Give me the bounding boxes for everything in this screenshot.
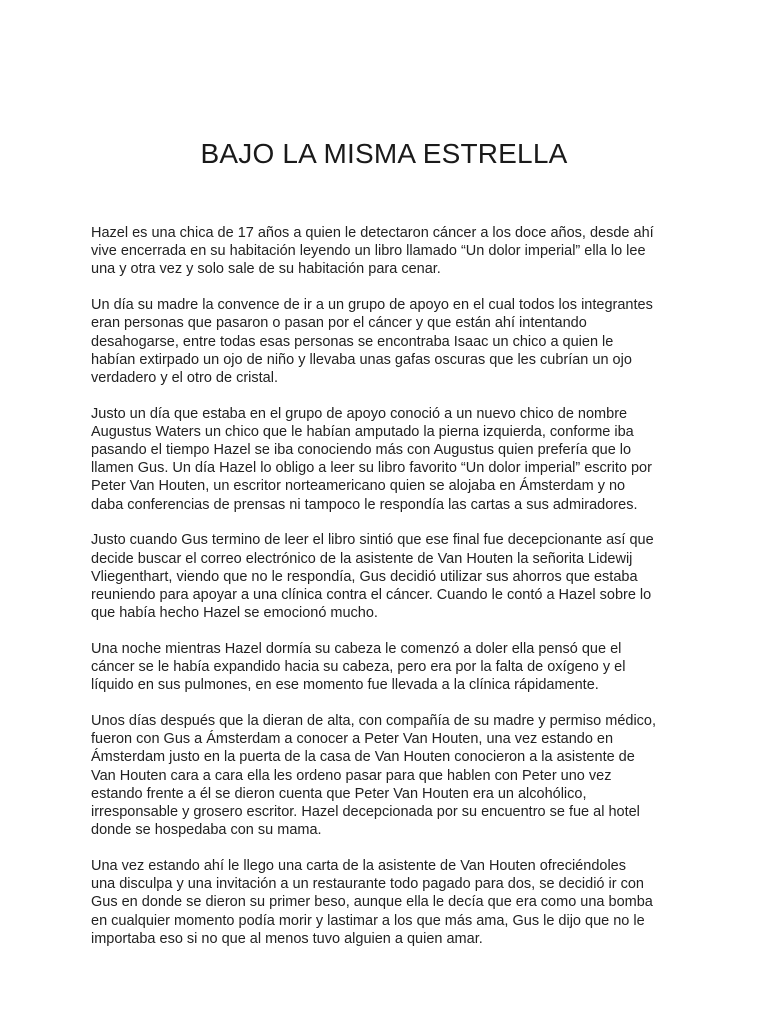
- paragraph: Justo un día que estaba en el grupo de apoyo conoció a un nuevo chico de nombre Augustus Waters un chico que le habían amputado la pierna izquierda, conforme iba pasando el tiempo Hazel se iba conociendo más con Augustus quien prefería que lo llamen Gus. Un día Hazel lo obligo a leer su libro favorito “Un dolor imperial” escrito por Peter Van Houten, un escritor norteamericano quien se alojaba en Ámsterdam y no daba conferencias de prensas ni tampoco le respondía las cartas a sus admiradores.: [91, 405, 652, 513]
- paragraph: Una noche mientras Hazel dormía su cabeza le comenzó a doler ella pensó que el cáncer se le había expandido hacia su cabeza, pero era por la falta de oxígeno y el líquido en sus pulmones, en ese momento fue llevada a la clínica rápidamente.: [91, 640, 626, 694]
- document-body: [91, 224, 691, 965]
- paragraph: Justo cuando Gus termino de leer el libro sintió que ese final fue decepcionante así que decide buscar el correo electrónico de la asistente de Van Houten la señorita Lidewij Vliegenthart, viendo que no le respondía, Gus decidió utilizar sus ahorros que estaba reuniendo para apoyar a una clínica contra el cáncer. Cuando le contó a Hazel sobre lo que había hecho Hazel se emocionó mucho.: [91, 532, 654, 622]
- paragraph: Un día su madre la convence de ir a un grupo de apoyo en el cual todos los integrantes eran personas que pasaron o pasan por el cáncer y que están ahí intentando desahogarse, entre todas esas personas se encontraba Isaac un chico a quien le habían extirpado un ojo de niño y llevaba unas gafas oscuras que les cubrían un ojo verdadero y el otro de cristal.: [91, 297, 653, 386]
- paragraph: Hazel es una chica de 17 años a quien le detectaron cáncer a los doce años, desde ahí vive encerrada en su habitación leyendo un libro llamado “Un dolor imperial” ella lo lee una y otra vez y solo sale de su habitación para cenar.: [91, 225, 654, 278]
- document-title: BAJO LA MISMA ESTRELLA: [200, 138, 568, 169]
- paragraph: Unos días después que la dieran de alta, con compañía de su madre y permiso médico, fueron con Gus a Ámsterdam a conocer a Peter Van Houten, una vez estando en Ámsterdam justo en la puerta de la casa de Van Houten conocieron a la asistente de Van Houten cara a cara ella les ordeno pasar para que hablen con Peter uno vez estando frente a él se dieron cuenta que Peter Van Houten era un alcohólico, irresponsable y grosero escritor. Hazel decepcionada por su encuentro se fue al hotel donde se hospedaba con su mama.: [91, 712, 657, 839]
- paragraph: Una vez estando ahí le llego una carta de la asistente de Van Houten ofreciéndoles una disculpa y una invitación a un restaurante todo pagado para dos, se decidió ir con Gus en donde se dieron su primer beso, aunque ella le decía que era como una bomba en cualquier momento podía morir y lastimar a los que más ama, Gus le dijo que no le importaba eso si no que al menos tuvo alguien a quien amar.: [91, 857, 653, 947]
